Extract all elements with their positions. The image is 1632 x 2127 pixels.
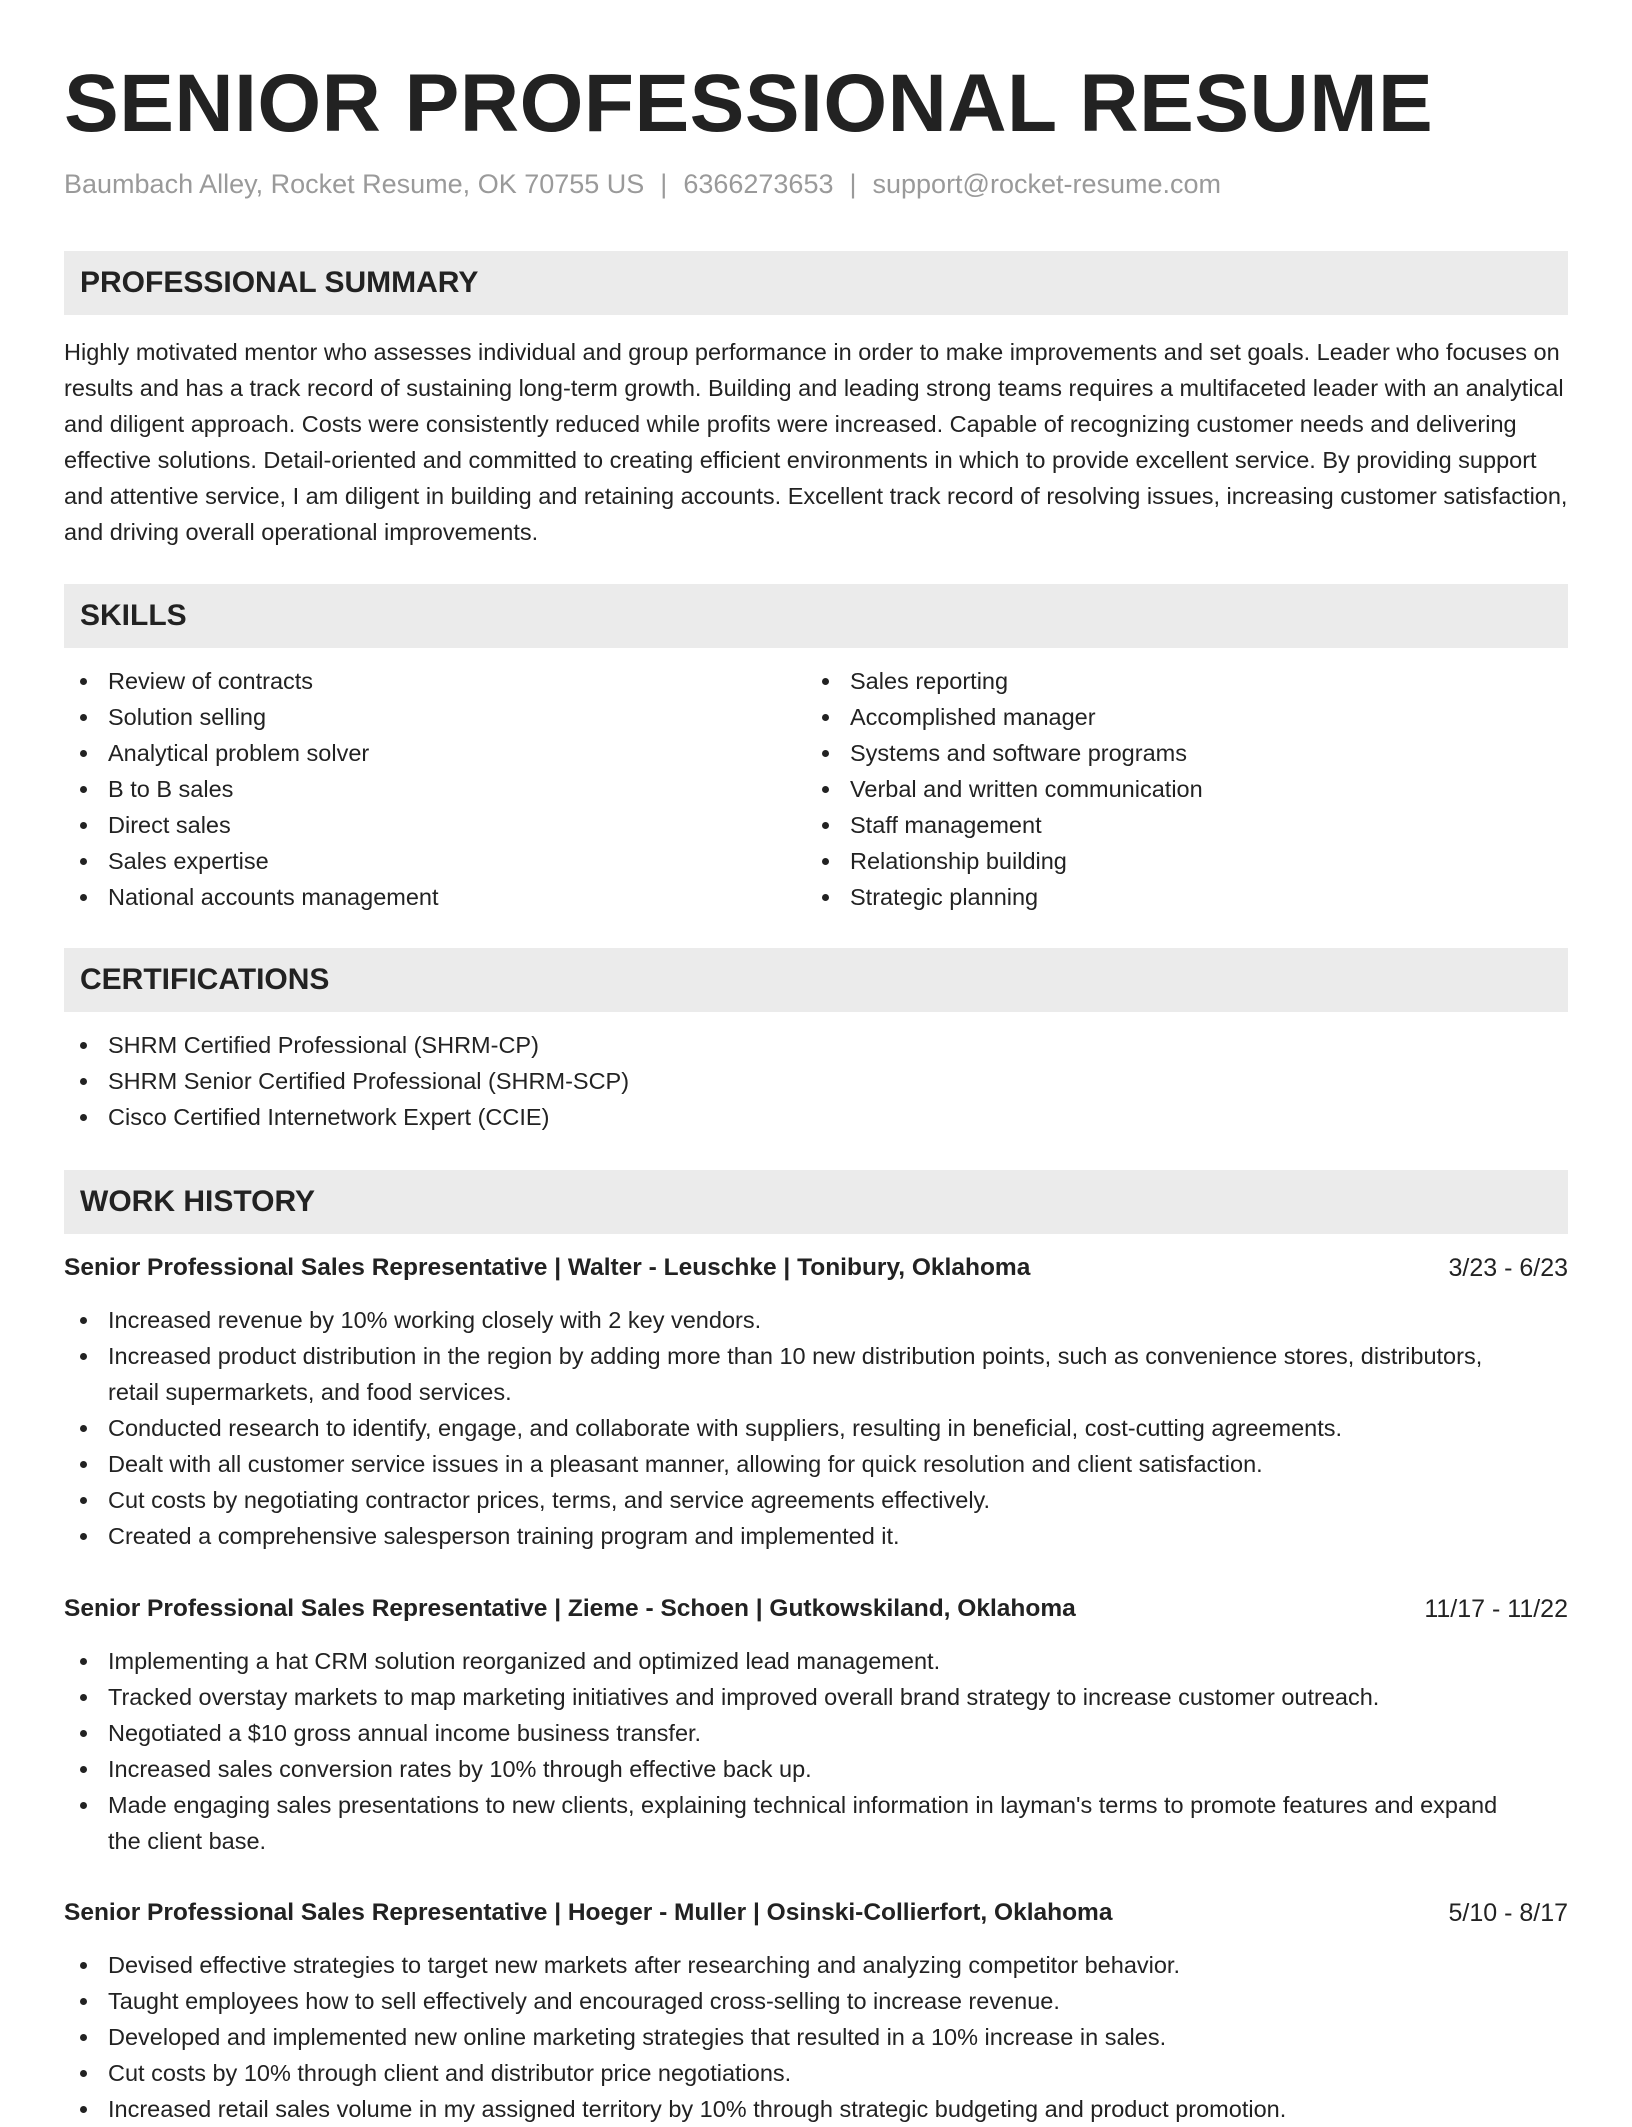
certifications-section-header xyxy=(64,948,1568,1012)
contact-address: Baumbach Alley, Rocket Resume, OK 70755 US xyxy=(64,169,645,199)
certification-item: Cisco Certified Internetwork Expert (CCIE) xyxy=(64,1099,1568,1135)
work-history-section-header xyxy=(64,1170,1568,1234)
contact-email: support@rocket-resume.com xyxy=(872,169,1222,199)
job-bullets xyxy=(64,1643,1568,1859)
job-bullet: Conducted research to identify, engage, and collaborate with suppliers, resulting in beneficial, cost-cutting agreements. xyxy=(64,1410,1568,1446)
job-dates: 3/23 - 6/23 xyxy=(1448,1254,1568,1282)
job-header xyxy=(64,1895,1568,1939)
summary-text: Highly motivated mentor who assesses individual and group performance in order to make improvements and set goals. Leader who focuses on results and has a track record of sustaining long-term growth. Building and leading strong teams requires a multifaceted leader with an analytical and diligent approach. Costs were consistently reduced while profits were increased. Capable of recognizing customer needs and delivering effective solutions. Detail-oriented and committed to creating efficient environments in which to provide excellent service. By providing support and attentive service, I am diligent in building and retaining accounts. Excellent track record of resolving issues, increasing customer satisfaction, and driving overall operational improvements. xyxy=(64,339,1568,545)
job-bullet: Tracked overstay markets to map marketing initiatives and improved overall brand strategy to increase customer outreach. xyxy=(64,1679,1568,1715)
skill-item: Sales reporting xyxy=(806,663,1546,699)
job-title: Senior Professional Sales Representative | Hoeger - Muller | Osinski-Collierfort, Oklahoma xyxy=(64,1899,1113,1926)
summary-section-header xyxy=(64,251,1568,315)
job-bullet: Cut costs by negotiating contractor prices, terms, and service agreements effectively. xyxy=(64,1482,1568,1518)
job-bullet: Increased product distribution in the region by adding more than 10 new distribution points, such as convenience stores, distributors, retail supermarkets, and food services. xyxy=(64,1338,1568,1410)
job-bullet: Devised effective strategies to target new markets after researching and analyzing competitor behavior. xyxy=(64,1947,1568,1983)
skill-item: National accounts management xyxy=(64,879,804,915)
skills-column-right xyxy=(806,663,1546,915)
skill-item: Review of contracts xyxy=(64,663,804,699)
job-bullet: Implementing a hat CRM solution reorganized and optimized lead management. xyxy=(64,1643,1568,1679)
skill-item: Accomplished manager xyxy=(806,699,1546,735)
skill-item: Relationship building xyxy=(806,843,1546,879)
certifications-list-wrap xyxy=(64,1027,1568,1135)
skill-item: Solution selling xyxy=(64,699,804,735)
contact-separator: | xyxy=(849,169,857,199)
skill-item: Sales expertise xyxy=(64,843,804,879)
job-dates: 5/10 - 8/17 xyxy=(1448,1899,1568,1927)
skills-section-header xyxy=(64,584,1568,648)
skill-item: Strategic planning xyxy=(806,879,1546,915)
certification-item: SHRM Certified Professional (SHRM-CP) xyxy=(64,1027,1568,1063)
resume-title: SENIOR PROFESSIONAL RESUME xyxy=(64,58,1434,149)
job-bullet: Negotiated a $10 gross annual income business transfer. xyxy=(64,1715,1568,1751)
job-entry xyxy=(64,1250,1568,1554)
contact-separator: | xyxy=(660,169,668,199)
skill-item: Systems and software programs xyxy=(806,735,1546,771)
job-dates: 11/17 - 11/22 xyxy=(1424,1595,1568,1623)
job-bullet: Developed and implemented new online marketing strategies that resulted in a 10% increase in sales. xyxy=(64,2019,1568,2055)
certifications-list xyxy=(64,1027,1568,1135)
skill-item: Direct sales xyxy=(64,807,804,843)
contact-line xyxy=(64,164,1221,204)
job-bullet: Taught employees how to sell effectively and encouraged cross-selling to increase revenue. xyxy=(64,1983,1568,2019)
job-bullet: Created a comprehensive salesperson training program and implemented it. xyxy=(64,1518,1568,1554)
job-bullet: Increased revenue by 10% working closely with 2 key vendors. xyxy=(64,1302,1568,1338)
summary-heading: PROFESSIONAL SUMMARY xyxy=(80,266,479,299)
job-bullet: Made engaging sales presentations to new clients, explaining technical information in layman's terms to promote features and expand the client base. xyxy=(64,1787,1568,1859)
skill-item: Verbal and written communication xyxy=(806,771,1546,807)
skill-item: Staff management xyxy=(806,807,1546,843)
job-title: Senior Professional Sales Representative | Walter - Leuschke | Tonibury, Oklahoma xyxy=(64,1254,1031,1281)
job-title: Senior Professional Sales Representative | Zieme - Schoen | Gutkowskiland, Oklahoma xyxy=(64,1595,1076,1622)
job-header xyxy=(64,1250,1568,1294)
job-bullet: Cut costs by 10% through client and distributor price negotiations. xyxy=(64,2055,1568,2091)
certifications-heading: CERTIFICATIONS xyxy=(80,963,330,996)
skills-list-right xyxy=(806,663,1546,915)
skills-heading: SKILLS xyxy=(80,599,187,632)
job-header xyxy=(64,1591,1568,1635)
job-entry xyxy=(64,1895,1568,2127)
certification-item: SHRM Senior Certified Professional (SHRM-SCP) xyxy=(64,1063,1568,1099)
job-bullet: Increased retail sales volume in my assigned territory by 10% through strategic budgeting and product promotion. xyxy=(64,2091,1568,2127)
skill-item: Analytical problem solver xyxy=(64,735,804,771)
job-bullet: Dealt with all customer service issues in a pleasant manner, allowing for quick resolution and client satisfaction. xyxy=(64,1446,1568,1482)
skills-column-left xyxy=(64,663,804,915)
job-bullets xyxy=(64,1947,1568,2127)
skills-list-left xyxy=(64,663,804,915)
skill-item: B to B sales xyxy=(64,771,804,807)
job-bullet: Increased sales conversion rates by 10% through effective back up. xyxy=(64,1751,1568,1787)
contact-phone: 6366273653 xyxy=(683,169,834,199)
job-entry xyxy=(64,1591,1568,1859)
work-history-heading: WORK HISTORY xyxy=(80,1185,316,1218)
job-bullets xyxy=(64,1302,1568,1554)
